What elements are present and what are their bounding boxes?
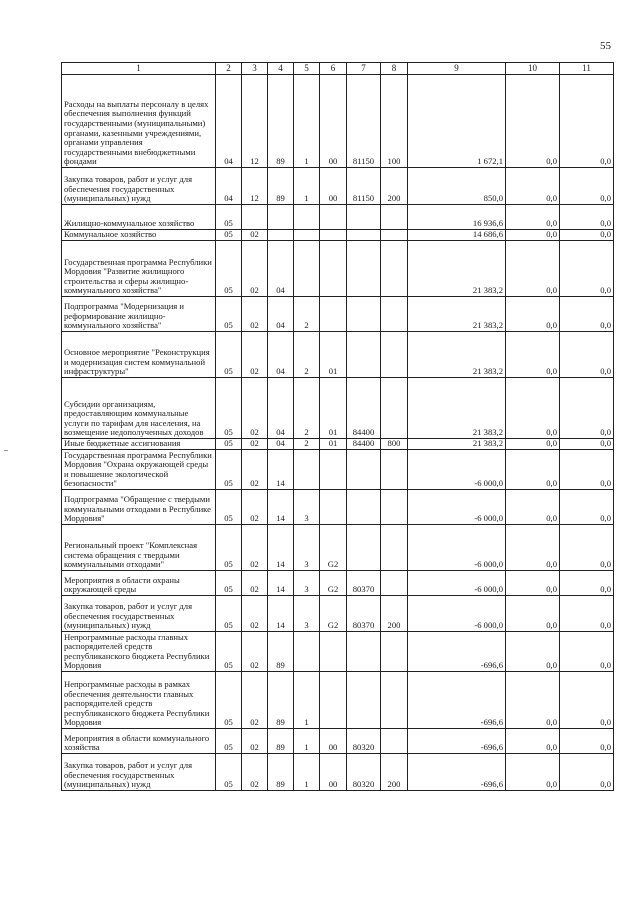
header-cell: 2 [216,63,242,75]
code-cell: 02 [242,241,268,297]
code-cell: 84400 [347,439,381,450]
code-cell: 01 [320,332,347,378]
code-cell [320,450,347,490]
amount-cell: 16 936,6 [408,205,506,230]
amount-cell: 21 383,2 [408,241,506,297]
amount-cell: 0,0 [560,297,614,332]
code-cell [294,230,320,241]
code-cell: 3 [294,571,320,596]
code-cell [320,672,347,729]
code-cell [294,205,320,230]
code-cell: 12 [242,75,268,168]
amount-cell: 0,0 [506,205,560,230]
code-cell [320,241,347,297]
amount-cell: 1 672,1 [408,75,506,168]
code-cell: 02 [242,596,268,632]
amount-cell: -6 000,0 [408,571,506,596]
code-cell: 1 [294,754,320,791]
row-name-cell: Подпрограмма "Обращение с твердыми коммунальными отходами в Республике Мордовия" [62,490,216,525]
code-cell [320,230,347,241]
code-cell: 1 [294,729,320,754]
code-cell [347,332,381,378]
amount-cell: 0,0 [506,632,560,672]
amount-cell: 0,0 [506,297,560,332]
code-cell: 00 [320,729,347,754]
amount-cell: -6 000,0 [408,596,506,632]
amount-cell: -6 000,0 [408,490,506,525]
amount-cell: 0,0 [560,596,614,632]
amount-cell: -696,6 [408,729,506,754]
code-cell [320,490,347,525]
code-cell [381,297,408,332]
code-cell [294,450,320,490]
amount-cell: 0,0 [506,596,560,632]
amount-cell: 0,0 [560,490,614,525]
amount-cell: 0,0 [506,378,560,439]
row-name-cell: Иные бюджетные ассигнования [62,439,216,450]
amount-cell: 0,0 [560,332,614,378]
code-cell: 05 [216,490,242,525]
code-cell: 14 [268,525,294,571]
amount-cell: -696,6 [408,754,506,791]
table-row [62,378,614,439]
table-row [62,75,614,168]
code-cell: 80370 [347,571,381,596]
code-cell: 80320 [347,729,381,754]
amount-cell: 0,0 [560,571,614,596]
header-cell: 8 [381,63,408,75]
row-name-cell: Подпрограмма "Модернизация и реформирование жилищно-коммунального хозяйства" [62,297,216,332]
header-cell: 9 [408,63,506,75]
code-cell [381,230,408,241]
code-cell: 02 [242,672,268,729]
amount-cell: 0,0 [560,632,614,672]
code-cell: 800 [381,439,408,450]
code-cell: 04 [216,168,242,205]
code-cell: 2 [294,297,320,332]
code-cell: 05 [216,332,242,378]
amount-cell: 14 686,6 [408,230,506,241]
table-row [62,450,614,490]
amount-cell: 0,0 [560,672,614,729]
code-cell [381,729,408,754]
code-cell: 02 [242,378,268,439]
amount-cell: 0,0 [560,729,614,754]
code-cell [320,297,347,332]
code-cell [381,672,408,729]
code-cell: 81150 [347,168,381,205]
code-cell [294,241,320,297]
code-cell: 05 [216,230,242,241]
amount-cell: 0,0 [506,754,560,791]
row-name-cell: Мероприятия в области охраны окружающей среды [62,571,216,596]
table-row [62,332,614,378]
amount-cell: 0,0 [506,168,560,205]
code-cell: 02 [242,297,268,332]
amount-cell: 0,0 [560,439,614,450]
row-name-cell: Государственная программа Республики Мордовия "Развитие жилищного строительства и сферы жилищно-коммунального хозяйства" [62,241,216,297]
code-cell [381,378,408,439]
code-cell [347,230,381,241]
code-cell: 14 [268,571,294,596]
table-row [62,205,614,230]
code-cell [381,490,408,525]
amount-cell: 0,0 [560,754,614,791]
table-row [62,596,614,632]
code-cell: G2 [320,571,347,596]
code-cell [347,297,381,332]
row-name-cell: Мероприятия в области коммунального хозяйства [62,729,216,754]
code-cell [320,632,347,672]
amount-cell: 0,0 [506,490,560,525]
code-cell: 80370 [347,596,381,632]
code-cell: 02 [242,490,268,525]
header-cell: 6 [320,63,347,75]
code-cell: 100 [381,75,408,168]
code-cell: 89 [268,729,294,754]
header-cell: 7 [347,63,381,75]
table-row [62,490,614,525]
amount-cell: 0,0 [560,241,614,297]
amount-cell: -6 000,0 [408,450,506,490]
code-cell [381,571,408,596]
code-cell: 05 [216,525,242,571]
code-cell: 04 [216,75,242,168]
row-name-cell: Государственная программа Республики Мордовия "Охрана окружающей среды и повышение экологической безопасности" [62,450,216,490]
code-cell: 80320 [347,754,381,791]
code-cell [268,230,294,241]
code-cell: 02 [242,450,268,490]
code-cell: 04 [268,378,294,439]
code-cell: 05 [216,378,242,439]
header-cell: 5 [294,63,320,75]
table-row [62,525,614,571]
amount-cell: 850,0 [408,168,506,205]
code-cell [320,205,347,230]
row-name-cell: Региональный проект "Комплексная система обращения с твердыми коммунальными отходами" [62,525,216,571]
amount-cell: 0,0 [560,75,614,168]
amount-cell: 0,0 [560,525,614,571]
code-cell: 05 [216,672,242,729]
table-row [62,571,614,596]
amount-cell: 21 383,2 [408,332,506,378]
code-cell: 89 [268,672,294,729]
amount-cell: 0,0 [560,378,614,439]
code-cell: 02 [242,632,268,672]
code-cell: 3 [294,525,320,571]
amount-cell: 0,0 [560,230,614,241]
code-cell: 3 [294,596,320,632]
code-cell: 14 [268,490,294,525]
code-cell: 1 [294,672,320,729]
code-cell: 14 [268,596,294,632]
code-cell: 89 [268,754,294,791]
code-cell: G2 [320,525,347,571]
row-name-cell: Основное мероприятие "Реконструкция и модернизация систем коммунальной инфраструктуры" [62,332,216,378]
amount-cell: 0,0 [506,729,560,754]
amount-cell: -6 000,0 [408,525,506,571]
header-row [62,63,614,75]
code-cell [347,490,381,525]
code-cell: 05 [216,729,242,754]
code-cell [381,241,408,297]
code-cell [268,205,294,230]
amount-cell: 0,0 [506,332,560,378]
header-cell: 11 [560,63,614,75]
code-cell: 1 [294,75,320,168]
code-cell: 05 [216,450,242,490]
code-cell: 00 [320,754,347,791]
amount-cell: 0,0 [506,230,560,241]
code-cell: 1 [294,168,320,205]
header-cell: 3 [242,63,268,75]
row-name-cell: Закупка товаров, работ и услуг для обеспечения государственных (муниципальных) нужд [62,754,216,791]
code-cell: 12 [242,168,268,205]
code-cell: 01 [320,378,347,439]
code-cell: 05 [216,632,242,672]
code-cell: 2 [294,378,320,439]
code-cell: 2 [294,332,320,378]
code-cell: 02 [242,230,268,241]
table-row [62,297,614,332]
code-cell: 05 [216,241,242,297]
code-cell [347,241,381,297]
table-row [62,241,614,297]
code-cell [347,672,381,729]
code-cell: 14 [268,450,294,490]
code-cell [347,450,381,490]
code-cell: 05 [216,596,242,632]
code-cell: 04 [268,332,294,378]
code-cell: 00 [320,168,347,205]
table-row [62,632,614,672]
code-cell [294,632,320,672]
code-cell: 200 [381,596,408,632]
header-cell: 10 [506,63,560,75]
code-cell: 05 [216,439,242,450]
code-cell [381,450,408,490]
budget-table [61,62,614,791]
page-number: 55 [600,40,611,52]
table-row [62,672,614,729]
code-cell [381,525,408,571]
row-name-cell: Непрограммные расходы главных распорядителей средств республиканского бюджета Республики Мордовия [62,632,216,672]
row-name-cell: Закупка товаров, работ и услуг для обеспечения государственных (муниципальных) нужд [62,596,216,632]
amount-cell: 0,0 [506,450,560,490]
row-name-cell: Субсидии организациям, предоставляющим коммунальные услуги по тарифам для населения, на возмещение недополученных доходов [62,378,216,439]
code-cell: 02 [242,754,268,791]
code-cell [381,205,408,230]
amount-cell: 21 383,2 [408,378,506,439]
code-cell [347,632,381,672]
amount-cell: 0,0 [560,168,614,205]
code-cell: 04 [268,297,294,332]
code-cell: 200 [381,754,408,791]
amount-cell: 0,0 [560,450,614,490]
code-cell: 89 [268,168,294,205]
table-row [62,230,614,241]
code-cell: 89 [268,75,294,168]
row-name-cell: Непрограммные расходы в рамках обеспечения деятельности главных распорядителей средств республиканского бюджета Республики Мордовия [62,672,216,729]
code-cell: 04 [268,241,294,297]
scan-artifact [4,450,8,451]
code-cell: 02 [242,439,268,450]
code-cell: 84400 [347,378,381,439]
amount-cell: -696,6 [408,672,506,729]
code-cell: 81150 [347,75,381,168]
amount-cell: 0,0 [560,205,614,230]
row-name-cell: Расходы на выплаты персоналу в целях обеспечения выполнения функций государственными (муниципальными) органами, казенными учреждениями, органами управления государственными внебюджетными фондами [62,75,216,168]
code-cell: 00 [320,75,347,168]
amount-cell: 0,0 [506,571,560,596]
code-cell: 02 [242,729,268,754]
code-cell [381,632,408,672]
code-cell: 02 [242,332,268,378]
code-cell: 01 [320,439,347,450]
row-name-cell: Жилищно-коммунальное хозяйство [62,205,216,230]
amount-cell: 0,0 [506,525,560,571]
code-cell: 02 [242,571,268,596]
header-cell: 1 [62,63,216,75]
code-cell [242,205,268,230]
table-row [62,439,614,450]
table-row [62,754,614,791]
amount-cell: 0,0 [506,439,560,450]
code-cell [347,205,381,230]
code-cell: 05 [216,205,242,230]
amount-cell: 0,0 [506,75,560,168]
row-name-cell: Коммунальное хозяйство [62,230,216,241]
amount-cell: 0,0 [506,241,560,297]
code-cell: 05 [216,297,242,332]
amount-cell: 21 383,2 [408,439,506,450]
amount-cell: 0,0 [506,672,560,729]
code-cell: 3 [294,490,320,525]
table-row [62,729,614,754]
code-cell [347,525,381,571]
code-cell [381,332,408,378]
amount-cell: -696,6 [408,632,506,672]
code-cell: 2 [294,439,320,450]
row-name-cell: Закупка товаров, работ и услуг для обеспечения государственных (муниципальных) нужд [62,168,216,205]
code-cell: 05 [216,571,242,596]
code-cell: 200 [381,168,408,205]
header-cell: 4 [268,63,294,75]
amount-cell: 21 383,2 [408,297,506,332]
code-cell: 02 [242,525,268,571]
code-cell: 04 [268,439,294,450]
code-cell: 05 [216,754,242,791]
code-cell: G2 [320,596,347,632]
code-cell: 89 [268,632,294,672]
table-row [62,168,614,205]
